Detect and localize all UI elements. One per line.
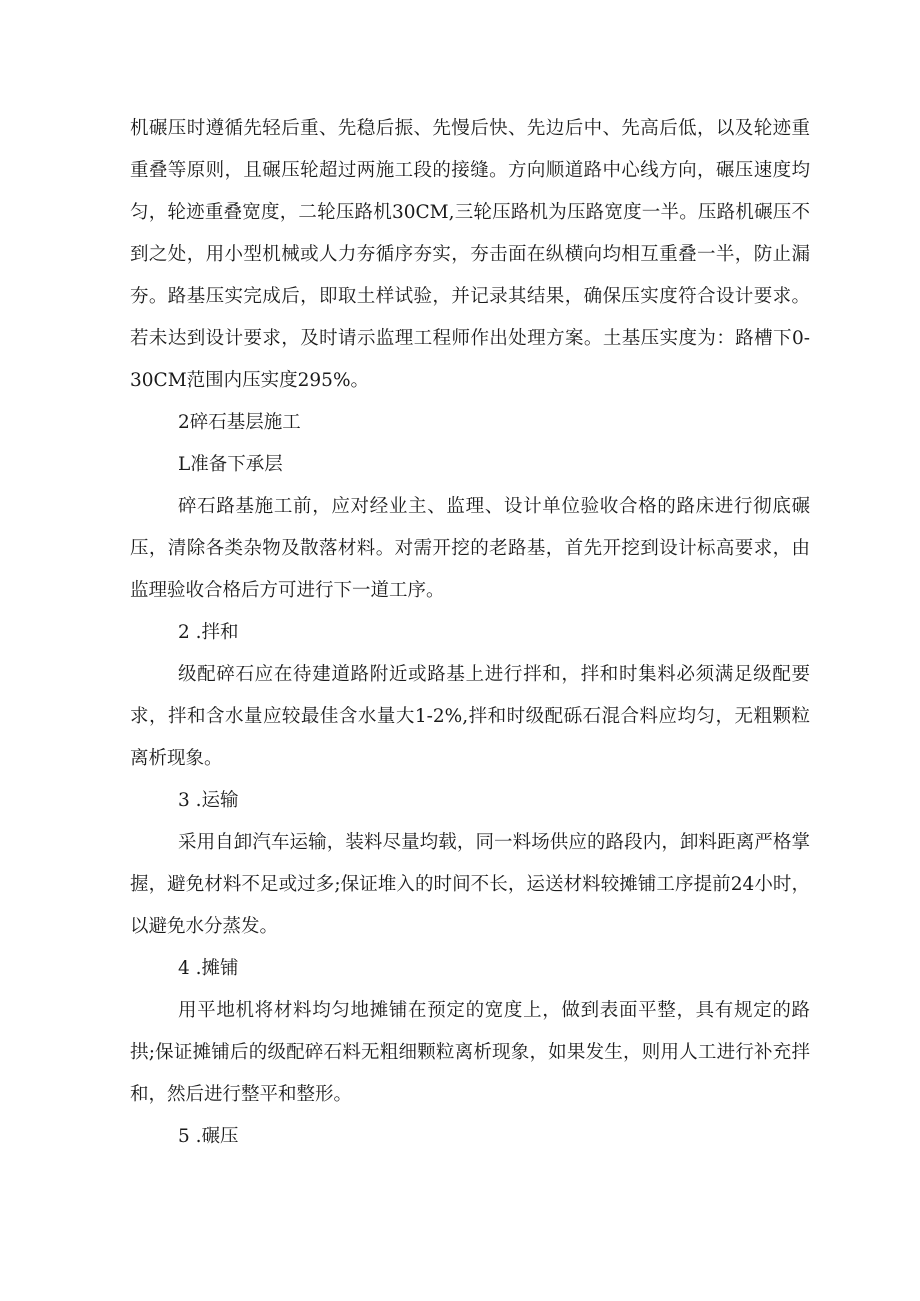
heading-prepare-sublayer: L准备下承层 [178, 454, 283, 475]
paragraph-mixing: 级配碎石应在待建道路附近或路基上进行拌和，拌和时集料必须满足级配要求，拌和含水量应较最佳含水量大1-2%,拌和时级配砾石混合料应均匀，无粗颗粒离析现象。 [130, 664, 810, 769]
heading-gravel-base: 2碎石基层施工 [178, 412, 301, 433]
paragraph-prepare-sublayer: 碎石路基施工前，应对经业主、监理、设计单位验收合格的路床进行彻底碾压，清除各类杂物及散落材料。对需开挖的老路基，首先开挖到设计标高要求，由监理验收合格后方可进行下一道工序。 [130, 496, 810, 601]
heading-rolling: 5 .碾压 [178, 1126, 239, 1147]
paragraph-compaction-continued: 机碾压时遵循先轻后重、先稳后振、先慢后快、先边后中、先高后低，以及轮迹重重叠等原则，且碾压轮超过两施工段的接缝。方向顺道路中心线方向，碾压速度均匀，轮迹重叠宽度，二轮压路机30CM,三轮压路机为压路宽度一半。压路机碾压不到之处，用小型机械或人力夯循序夯实，夯击面在纵横向均相互重叠一半，防止漏夯。路基压实完成后，即取土样试验，并记录其结果，确保压实度符合设计要求。若未达到设计要求，及时请示监理工程师作出处理方案。土基压实度为：路槽下0-30CM范围内压实度295%。 [130, 118, 810, 391]
heading-mixing: 2 .拌和 [178, 622, 239, 643]
heading-transport: 3 .运输 [178, 790, 239, 811]
document-body [130, 108, 810, 1158]
paragraph-paving: 用平地机将材料均匀地摊铺在预定的宽度上，做到表面平整，具有规定的路拱;保证摊铺后的级配碎石料无粗细颗粒离析现象，如果发生，则用人工进行补充拌和，然后进行整平和整形。 [130, 1000, 810, 1105]
heading-paving: 4 .摊铺 [178, 958, 239, 979]
paragraph-transport: 采用自卸汽车运输，装料尽量均载，同一料场供应的路段内，卸料距离严格掌握，避免材料不足或过多;保证堆入的时间不长，运送材料较摊铺工序提前24小时，以避免水分蒸发。 [130, 832, 810, 937]
